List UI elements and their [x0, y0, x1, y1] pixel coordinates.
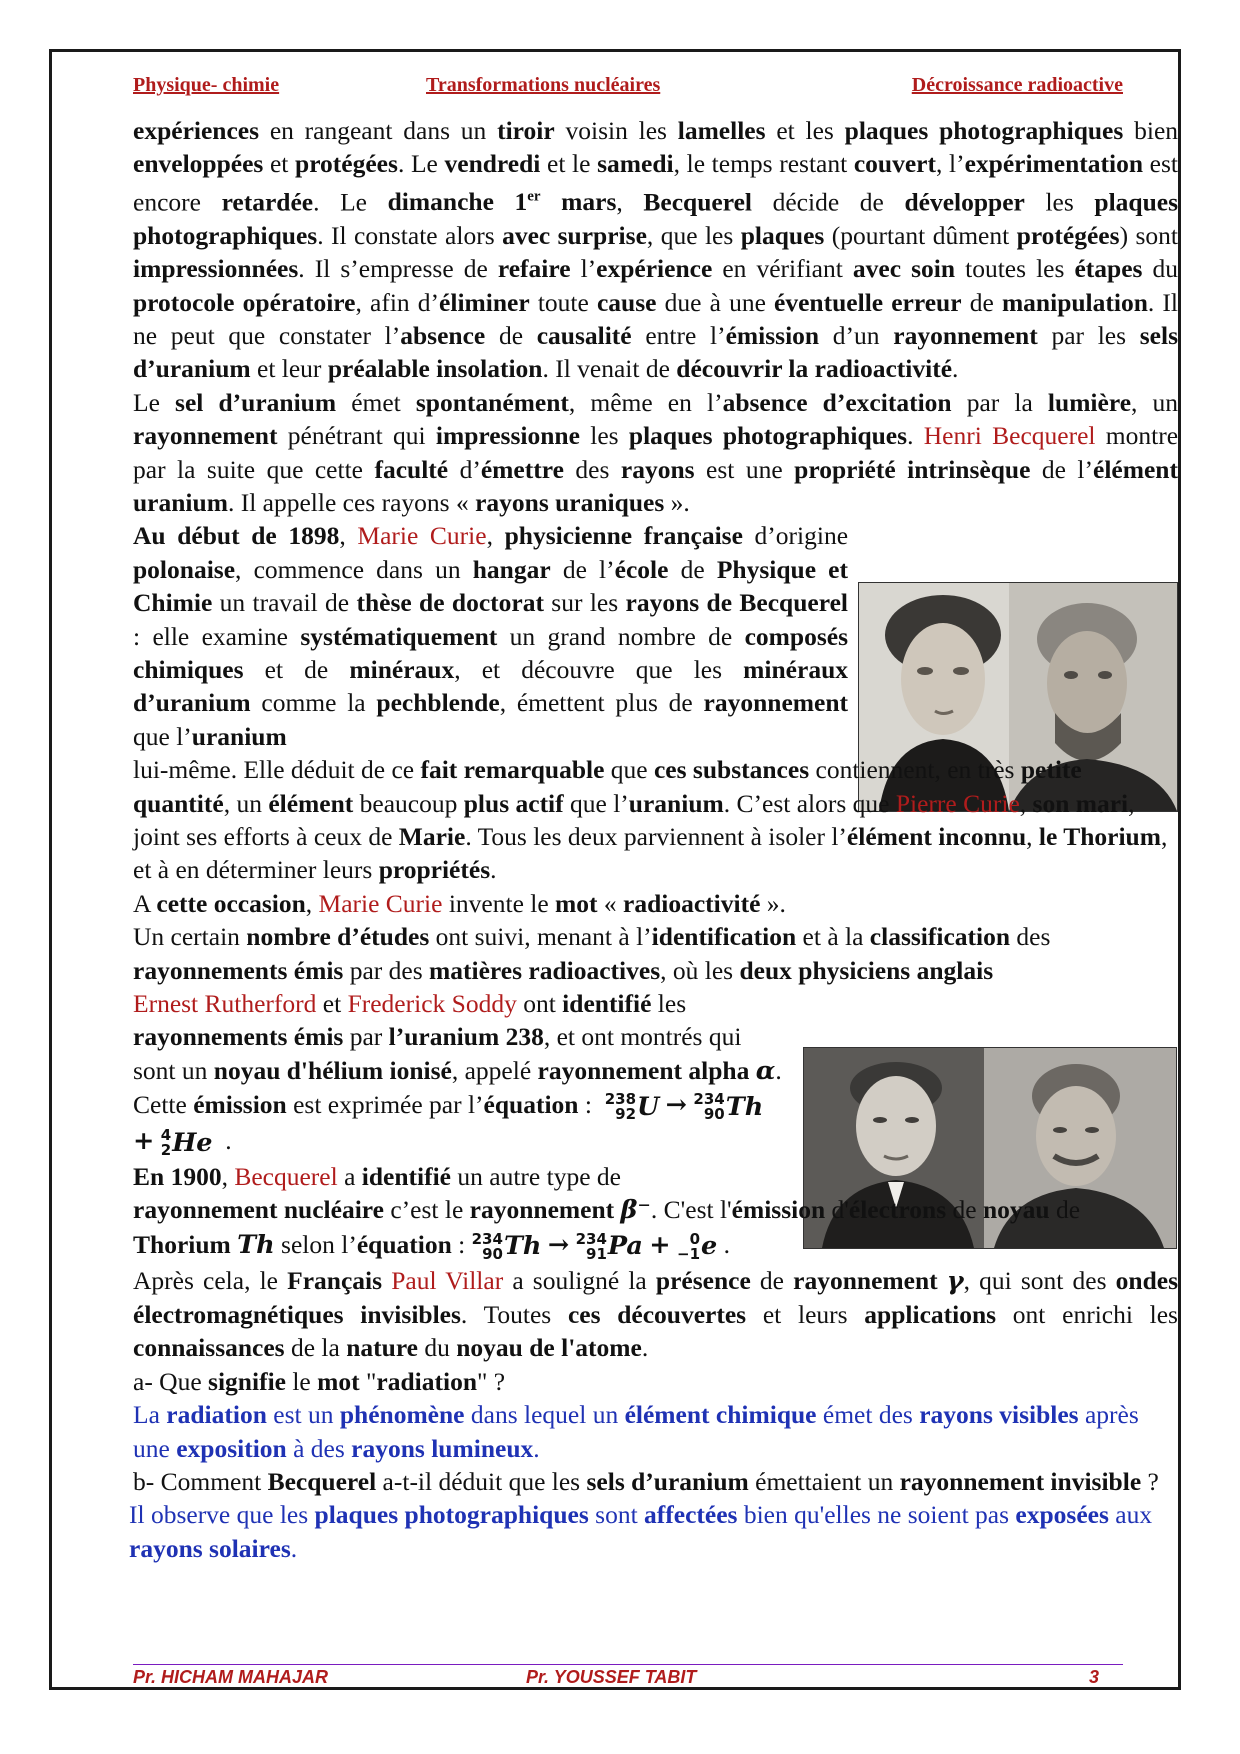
element-symbol: Th: [503, 1231, 542, 1262]
reaction-arrow: →: [547, 1229, 570, 1260]
element-symbol: Th: [725, 1091, 764, 1122]
plus-sign: +: [133, 1126, 155, 1157]
paragraph-becquerel-experiment: expériences en rangeant dans un tiroir voisin les lamelles et les plaques photographiques bien enveloppées et protégées. Le vendredi et le samedi, le temps restant couvert, l’expérimentation est encore retardée. Le dimanche 1er mars, Becquerel décide de développer les plaques photographiques. Il constate alors avec surprise, que les plaques (pourtant dûment protégées) sont impressionnées. Il s’empresse de refaire l’expérience en vérifiant avec soin toutes les étapes du protocole opératoire, afin d’éliminer toute cause due à une éventuelle erreur de manipulation. Il ne peut que constater l’absence de causalité entre l’émission d’un rayonnement par les sels d’uranium et leur préalable insolation. Il venait de découvrir la radioactivité.: [133, 116, 1179, 384]
paragraph-uranium-salt: Le sel d’uranium émet spontanément, même en l’absence d’excitation par la lumière, un rayonnement pénétrant qui impressionne les plaques photographiques. Henri Becquerel montre par la suite que cette faculté d’émettre des rayons est une propriété intrinsèque de l’élément uranium. Il appelle ces rayons « rayons uraniques ».: [133, 387, 1179, 517]
mass-number: 4: [160, 1126, 172, 1145]
mass-number: 238: [604, 1090, 637, 1109]
electron: [677, 1230, 717, 1263]
mass-number: 0: [689, 1229, 701, 1248]
element-symbol: He: [172, 1127, 213, 1158]
page-body: [129, 114, 1179, 1565]
header-subject: Physique- chimie: [133, 74, 280, 96]
element-symbol: Pa: [607, 1231, 643, 1262]
page-header: [133, 74, 1123, 104]
beta-symbol: β⁻: [620, 1195, 651, 1226]
mass-number: 234: [693, 1090, 725, 1109]
question-b: b- Comment Becquerel a-t-il déduit que les sels d’uranium émettaient un rayonnement invisible ?: [133, 1467, 1159, 1497]
thorium-234-nucleus: [472, 1230, 542, 1263]
reaction-arrow: →: [665, 1090, 688, 1121]
header-chapter: Transformations nucléaires: [426, 74, 661, 96]
element-symbol: e: [701, 1231, 718, 1262]
mass-number: 234: [471, 1229, 503, 1248]
element-symbol: U: [637, 1091, 660, 1122]
helium-4-nucleus: [161, 1127, 213, 1160]
plus-sign: +: [649, 1229, 671, 1260]
page-footer: [133, 1664, 1123, 1691]
paragraph-rutherford-soddy: Ernest Rutherford et Frederick Soddy ont identifié les rayonnements émis par l’uranium 238, et ont montrés qui sont un noyau d'hélium ionisé, appelé rayonnement alpha α. Cette émission est exprimée par l’équation : 238 92 U → 234 90 Th + 4 2 He . En 1900, Becquerel a identifié un autre type de: [133, 989, 782, 1191]
paragraph-villard: Après cela, le Français Paul Villar a souligné la présence de rayonnement γ, qui sont des ondes électromagnétiques invisibles. Toutes ces découvertes et leurs applications ont enrichi les connaissances de la nature du noyau de l'atome.: [133, 1265, 1179, 1363]
footer-author-1: Pr. HICHAM MAHAJAR: [133, 1667, 329, 1687]
answer-b: Il observe que les plaques photographiques sont affectées bien qu'elles ne soient pas exposées aux rayons solaires.: [129, 1500, 1153, 1563]
atomic-number: 92: [615, 1105, 637, 1124]
answer-a: La radiation est un phénomène dans lequel un élément chimique émet des rayons visibles après une exposition à des rayons lumineux.: [133, 1400, 1139, 1463]
atomic-number: 91: [586, 1244, 607, 1263]
charge-number: −1: [677, 1244, 701, 1263]
thorium-234-nucleus: [693, 1091, 763, 1124]
footer-author-2: Pr. YOUSSEF TABIT: [526, 1667, 697, 1687]
question-a: a- Que signifie le mot "radiation" ?: [133, 1366, 506, 1396]
protactinium-234-nucleus: [576, 1230, 643, 1263]
page-number: 3: [1088, 1667, 1099, 1687]
thorium-symbol: Th: [237, 1229, 275, 1260]
alpha-symbol: α: [755, 1055, 776, 1086]
atomic-number: 90: [703, 1105, 725, 1124]
header-lesson: Décroissance radioactive: [911, 74, 1123, 96]
paragraph-marie-curie: Au début de 1898, Marie Curie, physicienne française d’origine polonaise, commence dans un hangar de l’école de Physique et Chimie un travail de thèse de doctorat sur les rayons de Becquerel : elle examine systématiquement un grand nombre de composés chimiques et de minéraux, et découvre que les minéraux d’uranium comme la pechblende, émettent plus de rayonnement que l’uranium: [133, 521, 849, 751]
paragraph-marie-curie-continued: lui-même. Elle déduit de ce fait remarquable que ces substances contiennent, en très petite quantité, un élément beaucoup plus actif que l’uranium. C’est alors que Pierre Curie, son mari, joint ses efforts à ceux de Marie. Tous les deux parviennent à isoler l’élément inconnu, le Thorium, et à en déterminer leurs propriétés. A cette occasion, Marie Curie invente le mot « radioactivité ». Un certain nombre d’études ont suivi, menant à l’identification et à la classification des rayonnements émis par des matières radioactives, où les deux physiciens anglais: [133, 755, 1168, 985]
paragraph-beta-radiation: rayonnement nucléaire c’est le rayonnement β⁻. C'est l'émission d'électrons de noyau de Thorium Th selon l’équation : 234 90 Th → 234 91 Pa + 0 −1 e .: [133, 1195, 1081, 1263]
gamma-symbol: γ: [946, 1265, 964, 1296]
atomic-number: 2: [160, 1141, 172, 1160]
uranium-238-nucleus: [605, 1091, 660, 1124]
atomic-number: 90: [482, 1244, 503, 1263]
mass-number: 234: [575, 1229, 607, 1248]
